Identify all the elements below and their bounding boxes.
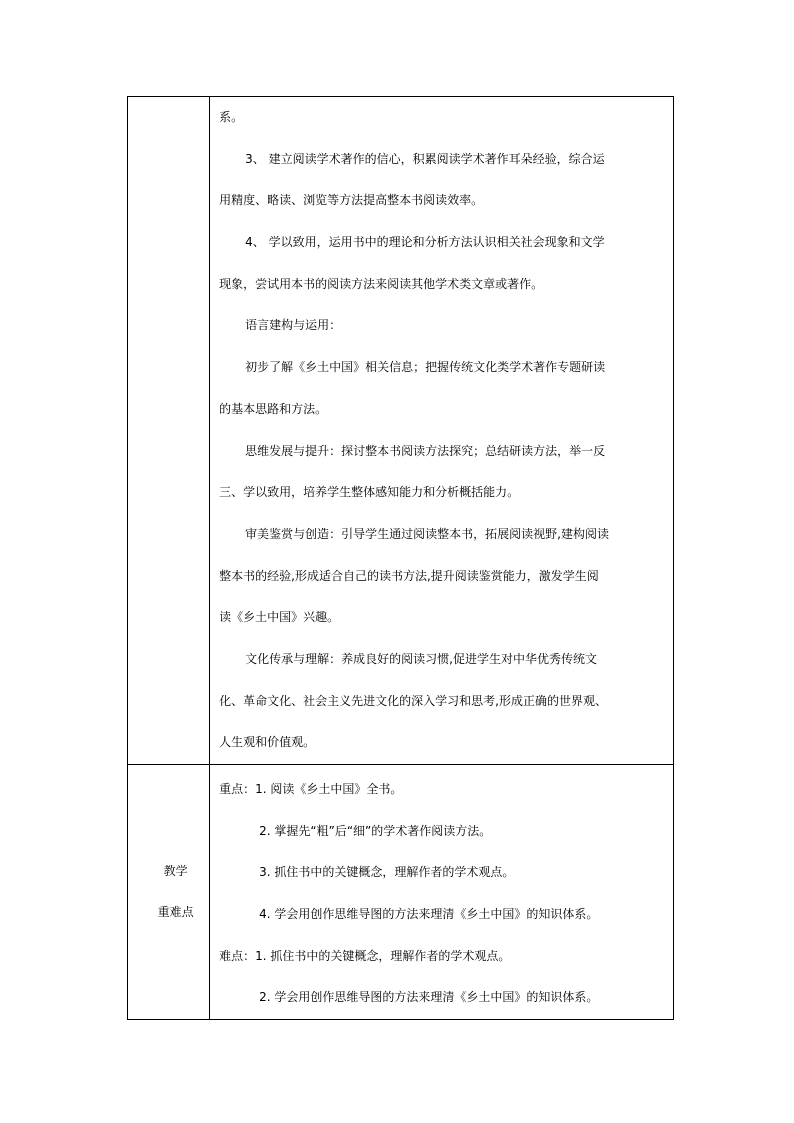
key-point-line: 2. 掌握先“粗”后“细”的学术著作阅读方法。	[259, 823, 492, 838]
objectives-line: 现象，尝试用本书的阅读方法来阅读其他学术类文章或著作。	[219, 276, 544, 291]
objectives-line: 整本书的经验,形成适合自己的读书方法,提升阅读鉴赏能力，激发学生阅	[219, 568, 599, 583]
difficulty-label-cell	[128, 765, 210, 1020]
objectives-line: 人生观和价值观。	[219, 735, 316, 750]
objectives-label-cell	[128, 97, 210, 765]
objectives-line: 语言建构与运用：	[245, 318, 342, 333]
objectives-line: 审美鉴赏与创造：引导学生通过阅读整本书，拓展阅读视野,建构阅读	[245, 526, 609, 541]
objectives-line: 4、 学以致用，运用书中的理论和分析方法认识相关社会现象和文学	[245, 235, 605, 250]
difficulty-content-cell	[210, 765, 674, 1020]
objectives-line: 用精度、略读、浏览等方法提高整本书阅读效率。	[219, 193, 484, 208]
key-point-line: 4. 学会用创作思维导图的方法来理清《乡土中国》的知识体系。	[259, 907, 599, 922]
objectives-line: 系。	[219, 110, 244, 124]
objectives-row	[128, 97, 674, 765]
objectives-line: 读《乡土中国》兴趣。	[219, 610, 340, 625]
difficulty-label-line1: 教学	[163, 864, 188, 879]
difficulty-label-line2: 重难点	[157, 905, 194, 920]
objectives-line: 初步了解《乡土中国》相关信息；把握传统文化类学术著作专题研读	[245, 360, 606, 375]
key-point-line: 重点：1. 阅读《乡土中国》全书。	[219, 782, 403, 796]
objectives-line: 的基本思路和方法。	[219, 401, 328, 416]
objectives-line: 3、 建立阅读学术著作的信心，积累阅读学术著作耳朵经验，综合运	[245, 151, 605, 166]
objectives-line: 思维发展与提升：探讨整本书阅读方法探究；总结研读方法，举一反	[245, 443, 606, 458]
objectives-line: 三、学以致用，培养学生整体感知能力和分析概括能力。	[219, 485, 520, 500]
difficulty-line: 2. 学会用创作思维导图的方法来理清《乡土中国》的知识体系。	[259, 990, 599, 1005]
objectives-line: 化、革命文化、社会主义先进文化的深入学习和思考,形成正确的世界观、	[219, 693, 607, 708]
objectives-line: 文化传承与理解：养成良好的阅读习惯,促进学生对中华优秀传统文	[245, 651, 597, 666]
lesson-plan-table	[127, 96, 674, 1020]
key-point-line: 3. 抓住书中的关键概念，理解作者的学术观点。	[259, 865, 515, 880]
objectives-content-cell	[210, 97, 674, 765]
difficulty-line: 难点：1. 抓住书中的关键概念，理解作者的学术观点。	[219, 948, 511, 963]
difficulty-row	[128, 765, 674, 1020]
